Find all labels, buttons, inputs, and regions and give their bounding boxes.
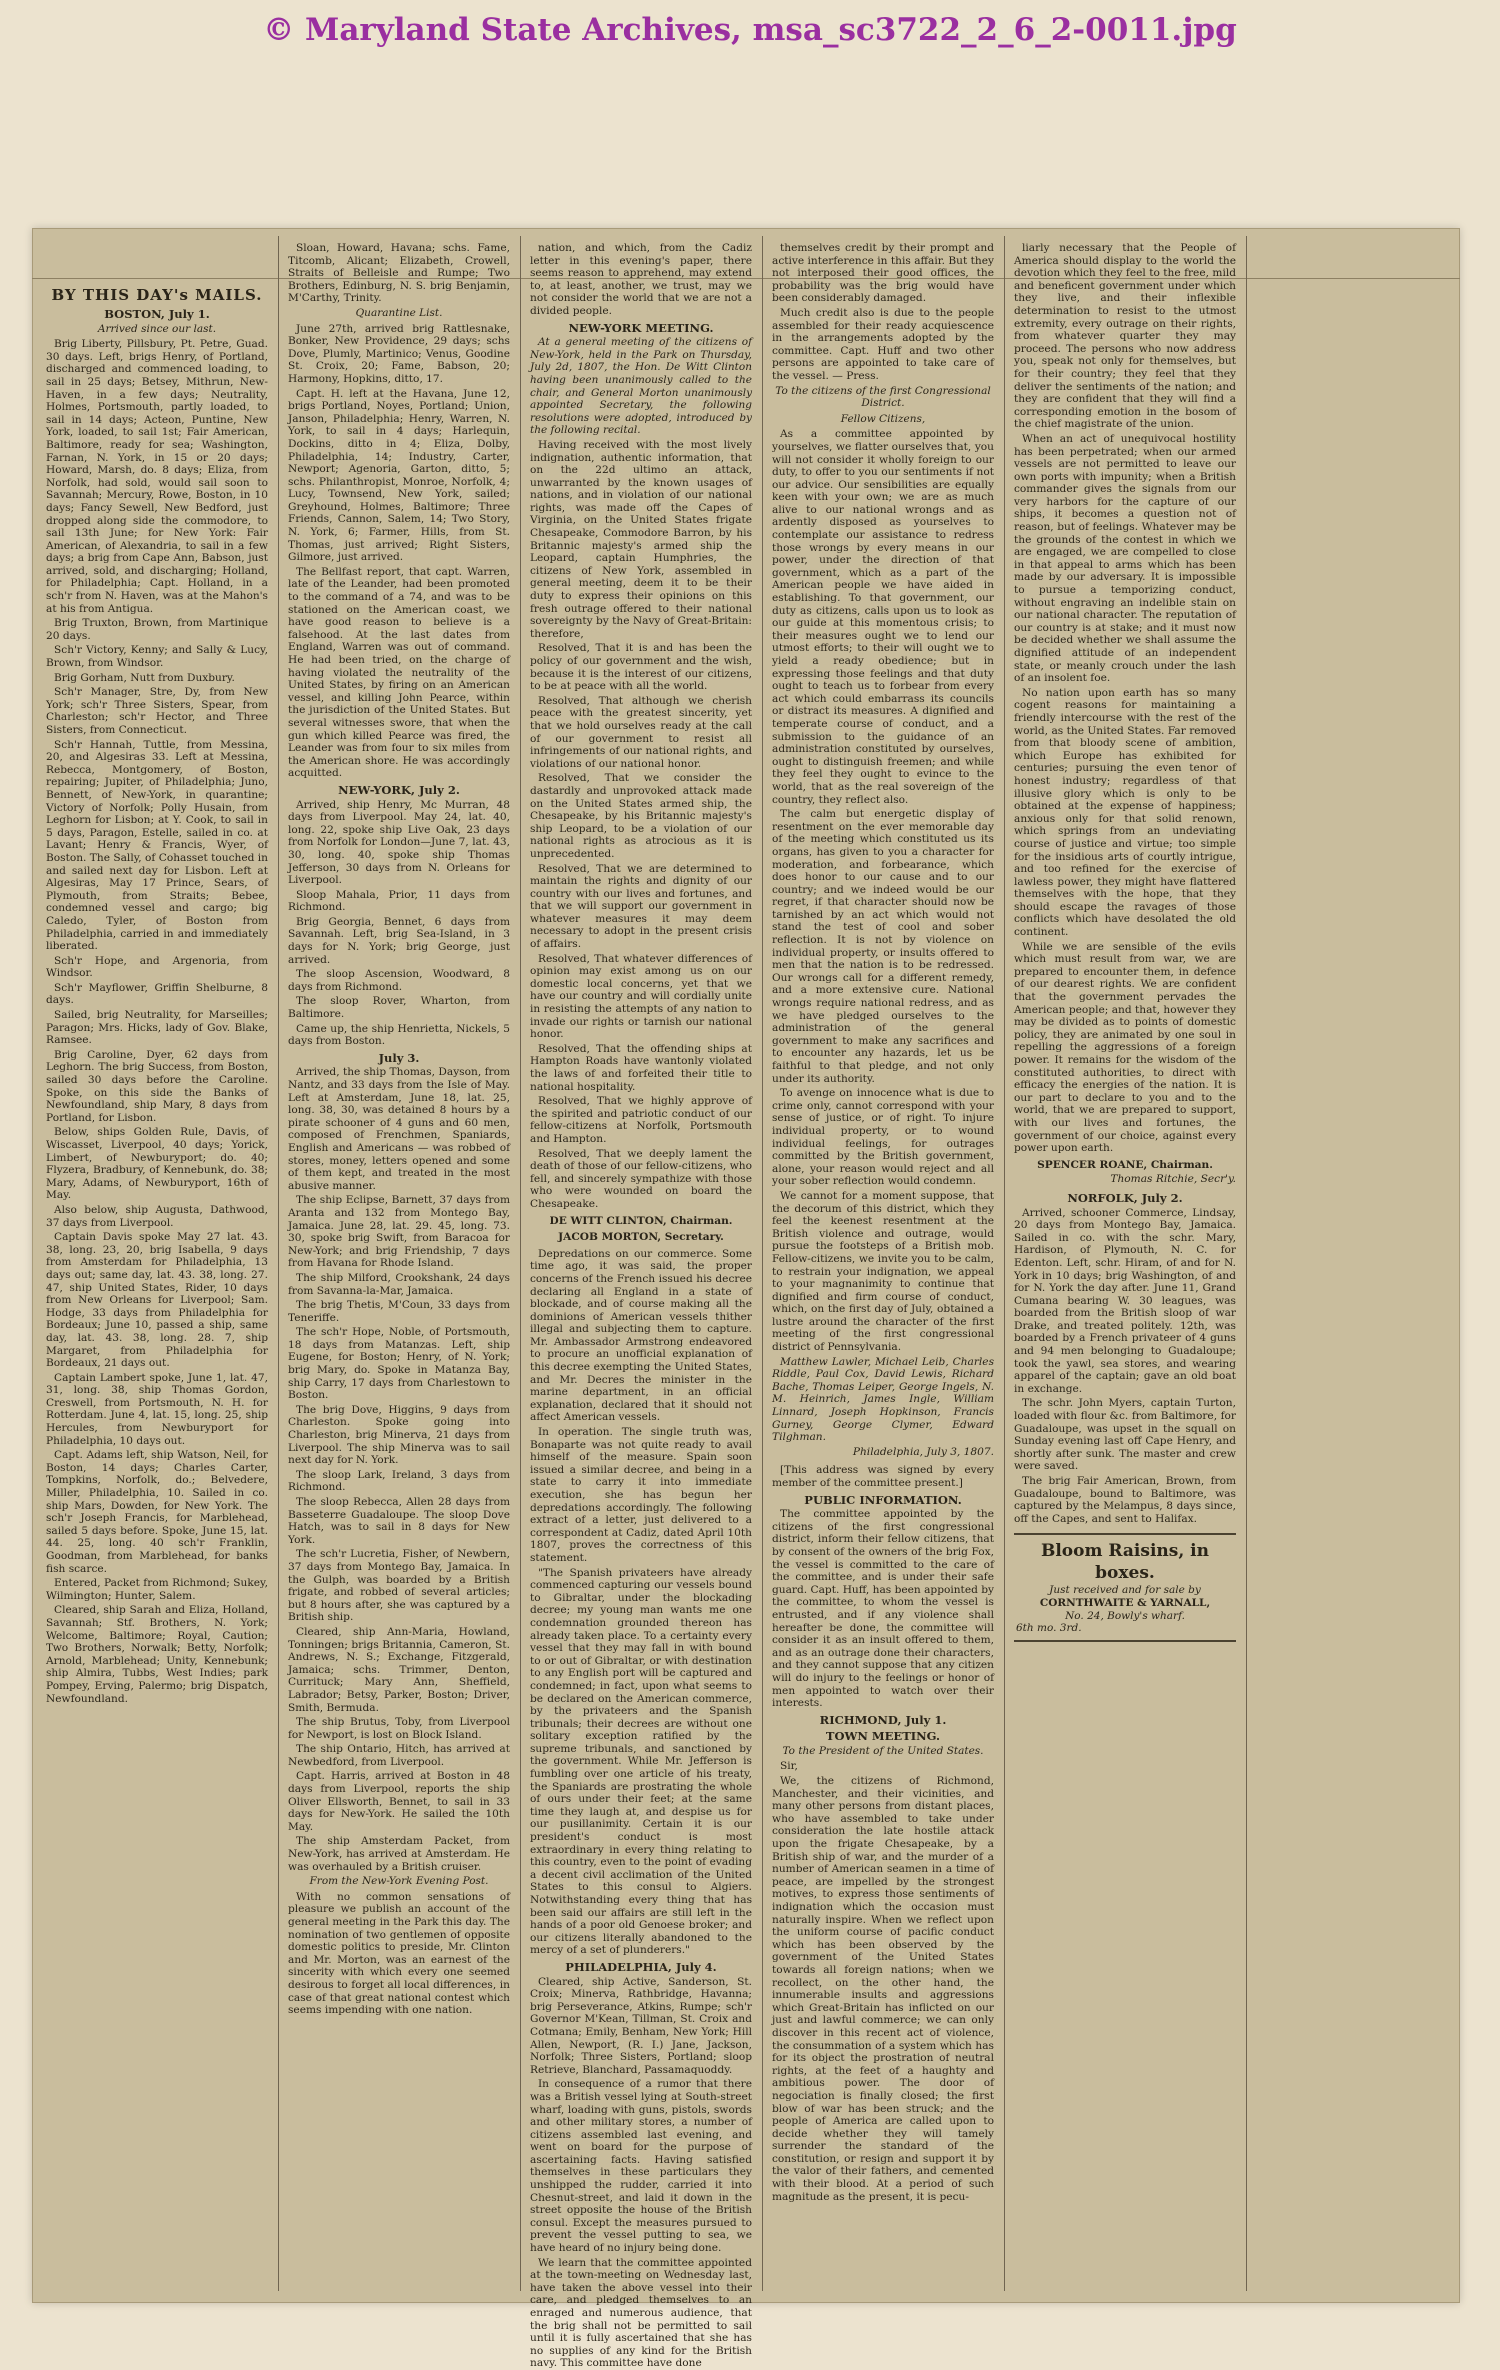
paragraph: Resolved, That we consider the dastardly and unprovoked attack made on the United States armed ship, the Chesapeake, by his Britannic majesty's ship Leopard, to be a violation of our national rights as atrocious as it is unprecedented. — [530, 772, 752, 860]
subhead-to-president: To the President of the United States. — [782, 1744, 984, 1757]
paragraph: The schr. John Myers, captain Turton, loaded with flour &c. from Baltimore, for Guadaloupe, was upset in the squall on Sunday evening last off Cape Henry, and shortly after sunk. The master and crew were saved. — [1014, 1397, 1236, 1473]
paragraph: The ship Ontario, Hitch, has arrived at Newbedford, from Liverpool. — [288, 1743, 510, 1768]
column-2 — [288, 242, 510, 2282]
paragraph: The sch'r Lucretia, Fisher, of Newbern, 37 days from Montego Bay, Jamaica. In the Gulph, was boarded by a British frigate, and robbed of several articles; but 8 hours after, she was captured by a British ship. — [288, 1548, 510, 1624]
column-4-body-c — [772, 1508, 994, 1710]
paragraph: Sch'r Victory, Kenny; and Sally & Lucy, Brown, from Windsor. — [46, 644, 268, 670]
dateline-july-3: July 3. — [378, 1050, 420, 1065]
subhead-arrived: Arrived since our last. — [97, 322, 217, 335]
signature-chairman: DE WITT CLINTON, Chairman. — [549, 1214, 733, 1227]
paragraph: The ship Brutus, Toby, from Liverpool for Newport, is lost on Block Island. — [288, 1716, 510, 1741]
dateline-norfolk: NORFOLK, July 2. — [1067, 1190, 1183, 1205]
paragraph: Entered, Packet from Richmond; Sukey, Wilmington; Hunter, Salem. — [46, 1577, 268, 1602]
column-5 — [1014, 242, 1236, 2282]
newspaper-page — [32, 228, 1460, 2370]
paragraph: themselves credit by their prompt and active interference in this affair. But they not interposed their good offices, the probability was the brig would have been considerably damaged. — [772, 242, 994, 305]
paragraph: Capt. Harris, arrived at Boston in 48 days from Liverpool, reports the ship Oliver Ellsworth, Bennet, to sail in 33 days for New-York. He sailed the 10th May. — [288, 1770, 510, 1833]
paragraph: The Bellfast report, that capt. Warren, late of the Leander, had been promoted to the command of a 74, and was to be stationed on the American coast, we have good reason to believe is a falsehood. At the last dates from England, Warren was out of command. He had been tried, on the charge of having violated the neutrality of the United States, by firing on an American vessel, and killing John Pearce, within the jurisdiction of the United States. But several witnesses swore, that when the gun which killed Pearce was fired, the Leander was from four to six miles from the American shore. He was accordingly acquitted. — [288, 565, 510, 780]
paragraph: The sch'r Hope, Noble, of Portsmouth, 18 days from Matanzas. Left, ship Eugene, for Boston; Henry, of N. York; brig Mary, do. Spoke in Matanza Bay, ship Carry, 17 days from Charlestown to Boston. — [288, 1326, 510, 1402]
paragraph: Sch'r Hope, and Argenoria, from Windsor. — [46, 954, 268, 980]
paragraph: The ship Eclipse, Barnett, 37 days from Aranta and 132 from Montego Bay, Jamaica. June 28, lat. 29. 45, long. 73. 30, spoke brig Swift, from Baracoa for New-York; and brig Friendship, 7 days from Havana for Rhode Island. — [288, 1194, 510, 1270]
signature-secretary: JACOB MORTON, Secretary. — [558, 1231, 724, 1244]
paragraph: Captain Davis spoke May 27 lat. 43. 38, long. 23, 20, brig Isabella, 9 days from Amsterdam for Philadelphia, 13 days out; same day, lat. 43. 38, long. 27. 47, ship United States, Rider, 10 days from New Orleans for Liverpool; Sam. Hodge, 33 days from Philadelphia for Bordeaux; June 10, passed a ship, same day, lat. 43. 38, long. 28. 7, ship Margaret, from Philadelphia for Bordeaux, 21 days out. — [46, 1231, 268, 1370]
paragraph: To avenge on innocence what is due to crime only, cannot correspond with your sense of justice, or of right. To injure individual property, or to wound individual feelings, for outrages committed by the British government, alone, your reason would reject and all your sober reflection would condemn. — [772, 1087, 994, 1188]
advertisement-raisins — [1014, 1533, 1236, 1641]
heading-new-york-meeting: NEW-YORK MEETING. — [568, 320, 714, 335]
paragraph: With no common sensations of pleasure we publish an account of the general meeting in the Park this day. The nomination of two gentlemen of opposite domestic politics to preside, Mr. Clinton and Mr. Morton, was an earnest of the sincerity with which every one seemed desirous to forget all local differences, in case of that great national contest which seems impending with one nation. — [288, 1890, 510, 2017]
paragraph: Cleared, ship Active, Sanderson, St. Croix; Minerva, Rathbridge, Havanna; brig Perseverance, Atkins, Rumpe; sch'r Governor M'Kean, Tillman, St. Croix and Cotmana; Emily, Benham, New York; Hill Allen, Newport, (R. I.) Jane, Jackson, Norfolk; Three Sisters, Portland; sloop Retrieve, Blanchard, Passamaquoddy. — [530, 1975, 752, 2076]
paragraph: Resolved, That it is and has been the policy of our government and the wish, because it is the interest of our citizens, to be at peace with all the world. — [530, 642, 752, 693]
column-rule — [278, 236, 279, 2291]
paragraph: As a committee appointed by yourselves, we flatter ourselves that, you will not consider it wholly foreign to our duty, to offer to you our sentiments if not our advice. Our sensibilities are equally keen with your own; we are as much alive to our national wrongs and as ardently disposed as yourselves to contemplate our assistance to redress those wrongs by every means in our power, under the direction of that government, which as a part of the American people we have aided in establishing. To that government, our duty as citizens, calls upon us to look as our guide at this momentous crisis; to their measures ought we to lend our utmost efforts; to their will ought we to yield a ready obedience; but in expressing those feelings and that duty ought to teach us to forbear from every act which could embarrass its councils or distract its measures. A dignified and temperate course of conduct, and a submission to the guidance of an administration constituted by ourselves, ought to distinguish freemen; and while they feel they ought to evince to the world, that as the real sovereign of the country, they reflect also. — [772, 428, 994, 806]
column-5-body-b — [1014, 1207, 1236, 1526]
paragraph: liarly necessary that the People of America should display to the world the devotion which they feel to the free, mild and beneficent government under which they live, and their inflexible determination to resist to the utmost extremity, every outrage on their rights, from whatever quarter they may proceed. The persons who now address you, speak not only for themselves, but for their country; they feel that they deliver the sentiments of the nation; and they are confident that they will find a corresponding emotion in the bosom of the chief magistrate of the union. — [1014, 242, 1236, 431]
paragraph: The ship Amsterdam Packet, from New-York, has arrived at Amsterdam. He was overhauled by a British cruiser. — [288, 1835, 510, 1873]
section-heading-mails: BY THIS DAY's MAILS. — [51, 286, 263, 304]
column-3-body-a — [530, 242, 752, 318]
paragraph: Much credit also is due to the people assembled for their ready acquiescence in the arrangements adopted by the committee. Capt. Huff and two other persons are appointed to take care of the vessel. — Press. — [772, 306, 994, 382]
paragraph: The brig Dove, Higgins, 9 days from Charleston. Spoke going into Charleston, brig Minerva, 21 days from Liverpool. The ship Minerva was to sail next day for N. York. — [288, 1403, 510, 1467]
paragraph: The ship Milford, Crookshank, 24 days from Savanna-la-Mar, Jamaica. — [288, 1271, 510, 1297]
column-4 — [772, 242, 994, 2282]
paragraph: Sailed, brig Neutrality, for Marseilles; Paragon; Mrs. Hicks, lady of Gov. Blake, Ramsee. — [46, 1009, 268, 1047]
paragraph: While we are sensible of the evils which must result from war, we are prepared to encounter them, in defence of our dearest rights. We are confident that the government pervades the American people; and that, however they may be divided as to points of domestic policy, they are animated by one soul in repelling the aggressions of a foreign power. It remains for the wisdom of the constituted authorities, to direct with efficacy the energies of the nation. It is our part to declare to you and to the world, that we are prepared to support, with our lives and fortunes, the government of our choice, against every power upon earth. — [1014, 940, 1236, 1155]
dateline-new-york: NEW-YORK, July 2. — [338, 782, 460, 797]
paragraph: The brig Fair American, Brown, from Guadaloupe, bound to Baltimore, was captured by the Melampus, 8 days since, off the Capes, and sent to Halifax. — [1014, 1475, 1236, 1525]
column-2-body-d — [288, 1066, 510, 1873]
paragraph: Also below, ship Augusta, Dathwood, 37 days from Liverpool. — [46, 1203, 268, 1229]
column-1 — [46, 242, 268, 2282]
subhead-quarantine: Quarantine List. — [355, 306, 443, 319]
column-3 — [530, 242, 752, 2370]
paragraph: Depredations on our commerce. Some time ago, it was said, the proper concerns of the French issued his decree declaring all England in a state of blockade, and of course making all the dominions of American vessels thither illegal and subjecting them to capture. Mr. Ambassador Armstrong endeavored to procure an unofficial explanation of this decree exempting the United States, and Mr. Decres the minister in the marine department, in an official explanation, declared that it should not affect American vessels. — [530, 1247, 752, 1424]
column-rule — [762, 236, 763, 2291]
paragraph: In operation. The single truth was, Bonaparte was not quite ready to avail himself of the measure. Spain soon issued a similar decree, and being in a state to carry it into immediate execution, she has begun her depredations accordingly. The following extract of a letter, just delivered to a correspondent at Cadiz, dated April 10th 1807, proves the correctness of this statement. — [530, 1426, 752, 1564]
column-2-body-a — [288, 242, 510, 305]
paragraph: Below, ships Golden Rule, Davis, of Wiscasset, Liverpool, 40 days; Yorick, Limbert, of Newburyport; do. 40; Flyzera, Bradbury, of Kennebunk, do. 38; Mary, Adams, of Newburyport, 16th of May. — [46, 1126, 268, 1202]
paragraph: The sloop Ascension, Woodward, 8 days from Richmond. — [288, 968, 510, 993]
archive-watermark: © Maryland State Archives, msa_sc3722_2_6_2-0011.jpg — [263, 12, 1237, 48]
subhead-to-citizens: To the citizens of the first Congressional District. — [775, 384, 991, 410]
column-3-body-d — [530, 1976, 752, 2370]
paragraph: The committee appointed by the citizens of the first congressional district, inform their fellow citizens, that by consent of the owners of the brig Fox, the vessel is committed to the care of the committee, and is under their safe guard. Capt. Huff, has been appointed by the committee, to whom the vessel is entrusted, and if any violence shall hereafter be done, the committee will consider it as an insult offered to them, and as an outrage done their characters, and they cannot suppose that any citizen will do injury to the feelings or honor of men appointed to watch over their interests. — [772, 1508, 995, 1710]
paragraph: "The Spanish privateers have already commenced capturing our vessels bound to Gibraltar, under the blockading decree; my young man wants me one condemnation grounded thereon has already taken place. To a certainty every vessel that they may fall in with bound to or out of Gibraltar, or with destination to any English port will be captured and condemned; in fact, upon what seems to be declared on the American commerce, by the privateers and the Spanish tribunals; their decrees are without one solitary exception ratified by the supreme tribunals, and sanctioned by the government. While Mr. Jefferson is fumbling over one article of his treaty, the Spaniards are prostrating the whole of ours under their feet; at the same time they laugh at, and despise us for our pusillanimity. Certain it is our president's conduct is most extraordinary in every thing relating to this country, even to the point of evading a decent civil acclimation of the United States to this consul to Algiers. Notwithstanding every thing that has been said our affairs are still left in the hands of a poor old Genoese broker; and our citizens literally abandoned to the mercy of a set of plunderers." — [530, 1566, 752, 1957]
column-rule — [1004, 236, 1005, 2291]
paragraph: In consequence of a rumor that there was a British vessel lying at South-street wharf, loading with guns, pistols, swords and other military stores, a number of citizens assembled last evening, and went on board for the purpose of ascertaining facts. Having satisfied themselves in these particulars they unshipped the rudder, carried it into Chesnut-street, and laid it down in the street opposite the house of the British consul. Except the measures pursued to prevent the vessel putting to sea, we have heard of no injury being done. — [530, 2078, 752, 2255]
paragraph: Resolved, That the offending ships at Hampton Roads have wantonly violated the laws of and forfeited their title to national hospitality. — [530, 1042, 752, 1093]
ad-line-1: Just received and for sale by — [1049, 1584, 1201, 1597]
column-2-body-c — [288, 799, 510, 1048]
paragraph: Sir, — [780, 1760, 798, 1773]
paragraph: No nation upon earth has so many cogent reasons for maintaining a friendly intercourse with the rest of the world, as the United States. Far removed from that bloody scene of ambition, which Europe has exhibited for centuries; pursuing the even tenor of honest industry; regardless of that illusive glory which is only to be obtained at the expense of happiness; anxious only for that solid renown, which springs from an undeviating course of justice and virtue; too simple for the insidious arts of courtly intrigue, and too refined for the exercise of lawless power, they might have flattered themselves with the hope, that they should escape the ravages of those conflicts which have desolated the old continent. — [1014, 686, 1236, 939]
paragraph: Brig Gorham, Nutt from Duxbury. — [54, 671, 235, 684]
paragraph: Having received with the most lively indignation, authentic information, that on the 22d ultimo an attack, unwarranted by the known usages of nations, and in violation of our national rights, was made off the Capes of Virginia, on the United States frigate Chesapeake, Commodore Barron, by his Britannic majesty's armed ship the Leopard, captain Humphries, the citizens of New York, assembled in general meeting, deem it to be their duty to express their opinions on this fresh outrage offered to their national sovereignty by the Navy of Great-Britain: therefore, — [530, 438, 752, 640]
paragraph: Brig Caroline, Dyer, 62 days from Leghorn. The brig Success, from Boston, sailed 30 days before the Caroline. Spoke, on this side the Banks of Newfoundland, ship Mary, 8 days from Portland, for Lisbon. — [46, 1048, 268, 1124]
column-4-body-d — [772, 1760, 994, 2203]
signature-secretary-ritchie: Thomas Ritchie, Secr'y. — [1110, 1173, 1236, 1186]
column-rule — [1246, 236, 1247, 2291]
paragraph: Resolved, That we are determined to maintain the rights and dignity of our country with our lives and fortunes, and that we will support our government in whatever measures it may deem necessary to adopt in the present crisis of affairs. — [530, 862, 752, 951]
paragraph: The sloop Rover, Wharton, from Baltimore. — [288, 995, 510, 1021]
paragraph: Sch'r Mayflower, Griffin Shelburne, 8 days. — [46, 981, 268, 1007]
paragraph: Capt. Adams left, ship Watson, Neil, for Boston, 14 days; Charles Carter, Tompkins, Norfolk, do.; Belvedere, Miller, Philadelphia, 10. Sailed in co. ship Mars, Dowden, for New York. The sch'r Joseph Francis, for Marblehead, sailed 5 days before. Spoke, June 15, lat. 44. 25, long. 40 sch'r Franklin, Goodman, from Marblehead, for banks fish scarce. — [46, 1449, 268, 1575]
paragraph: nation, and which, from the Cadiz letter in this evening's paper, there seems reason to apprehend, may extend to, at least, another, we trust, may we not consider the world that we are not a divided people. — [530, 242, 752, 317]
ad-title: Bloom Raisins, in boxes. — [1040, 1541, 1210, 1584]
column-4-body-b — [772, 428, 994, 1353]
paragraph: The sloop Rebecca, Allen 28 days from Basseterre Guadaloupe. The sloop Dove Hatch, was to sail in 8 days for New York. — [288, 1496, 510, 1546]
column-5-body-a — [1014, 242, 1236, 1155]
paragraph: Sloan, Howard, Havana; schs. Fame, Titcomb, Alicant; Elizabeth, Crowell, Straits of Belleisle and Rumpe; Two Brothers, Edinburg, N. S. brig Benjamin, M'Carthy, Trinity. — [288, 242, 510, 305]
paragraph: Arrived, ship Henry, Mc Murran, 48 days from Liverpool. May 24, lat. 40, long. 22, spoke ship Live Oak, 23 days from Norfolk for London—June 7, lat. 43, 30, long. 40, spoke ship Thomas Jefferson, 30 days from N. Orleans for Liverpool. — [288, 798, 510, 887]
column-2-body-b — [288, 323, 510, 780]
paragraph: Cleared, ship Sarah and Eliza, Holland, Savannah; Stf. Brothers, N. York; Welcome, Baltimore; Royal, Caution; Two Brothers, Norwalk; Betty, Norfolk; Arnold, Marblehead; Unity, Kennebunk; ship Almira, Tubbs, West Indies; park Pompey, Erving, Palermo; brig Dispatch, Newfoundland. — [46, 1604, 268, 1705]
paragraph: Brig Georgia, Bennet, 6 days from Savannah. Left, brig Sea-Island, in 3 days for N. York; brig George, just arrived. — [288, 915, 510, 966]
paragraph: June 27th, arrived brig Rattlesnake, Bonker, New Providence, 29 days; schs Dove, Plumly, Martinico; Venus, Goodine St. Croix, 20; Fame, Babson, 20; Harmony, Hopkins, ditto, 17. — [288, 322, 510, 385]
paragraph: Sloop Mahala, Prior, 11 days from Richmond. — [288, 888, 510, 914]
column-2-body-e — [288, 1891, 510, 2017]
paragraph: Arrived, schooner Commerce, Lindsay, 20 days from Montego Bay, Jamaica. Sailed in co. with the schr. Mary, Hardison, of Plymouth, N. C. for Edenton. Left, schr. Hiram, of and for N. York in 10 days; brig Washington, of and for N. York the day after. June 11, Grand Cumana bearing W. 30 leagues, was boarded from the British sloop of war Drake, and treated politely. 12th, was boarded by a French privateer of 4 guns and 94 men belonging to Guadaloupe; took the yawl, sea stores, and wearing apparel of the captain; gave an old boat in exchange. — [1014, 1206, 1236, 1395]
paragraph: Came up, the ship Henrietta, Nickels, 5 days from Boston. — [288, 1022, 510, 1048]
heading-town-meeting: TOWN MEETING. — [825, 1729, 941, 1744]
paragraph: Brig Liberty, Pillsbury, Pt. Petre, Guad. 30 days. Left, brigs Henry, of Portland, discharged and commenced loading, to sail in 25 days; Betsey, Mithrun, New-Haven, in a few days; Neutrality, Holmes, Portsmouth, partly loaded, to sail in 14 days; Acteon, Puntine, New York, loaded, to sail 1st; Fair American, Baltimore, ready for sea; Washington, Farnan, N. York, in 15 or 20 days; Howard, Marsh, do. 8 days; Eliza, from Norfolk, had sold, would sail soon to Savannah; Mercury, Rowe, Boston, in 10 days; Fancy Sewell, New Bedford, just dropped along side the commodore, to sail 13th June; for New York: Fair American, of Alexandria, to sail in a few days; a brig from Cape Ann, Babson, just arrived, sold, and discharging; Holland, for Philadelphia; Capt. Holland, in a sch'r from N. Haven, was at the Mahon's at his from Antigua. — [46, 338, 268, 615]
paragraph: The sloop Lark, Ireland, 3 days from Richmond. — [288, 1468, 510, 1494]
committee-note: [This address was signed by every member of the committee present.] — [772, 1464, 994, 1489]
column-3-body-b — [530, 439, 752, 1211]
committee-signatures: Matthew Lawler, Michael Leib, Charles Riddle, Paul Cox, David Lewis, Richard Bache, Thomas Leiper, George Ingels, N. M. Heinrich, James Ingle, William Linnard, Joseph Hopkinson, Francis Gurney, George Clymer, Edward Tilghman. — [772, 1355, 994, 1444]
ad-line-3: No. 24, Bowly's wharf. — [1065, 1609, 1185, 1622]
dateline-signed: Philadelphia, July 3, 1807. — [852, 1445, 994, 1458]
paragraph: Resolved, That we highly approve of the spirited and patriotic conduct of our fellow-citizens at Norfolk, Portsmouth and Hampton. — [530, 1095, 752, 1145]
column-rule — [520, 236, 521, 2291]
paragraph: We learn that the committee appointed at the town-meeting on Wednesday last, have taken the above vessel into their care, and pledged themselves to an enraged and numerous audience, that the brig shall not be permitted to sail until it is fully ascertained that she has no supplies of any kind for the British navy. This committee have done — [530, 2256, 752, 2370]
paragraph: Cleared, ship Ann-Maria, Howland, Tonningen; brigs Britannia, Cameron, St. Andrews, N. S.; Exchange, Fitzgerald, Jamaica; schs. Trimmer, Denton, Currituck; Mary Ann, Sheffield, Labrador; Betsy, Parker, Boston; Driver, Smith, Bermuda. — [288, 1625, 510, 1714]
paragraph: We, the citizens of Richmond, Manchester, and their vicinities, and many other persons from distant places, who have assembled to take under consideration the late hostile attack upon the frigate Chesapeake, by a British ship of war, and the murder of a number of American seamen in a time of peace, are impelled by the strongest motives, to express those sentiments of indignation which the occasion must naturally inspire. When we reflect upon the uniform course of pacific conduct which has been observed by the government of the United States towards all foreign nations; when we recollect, on the other hand, the innumerable insults and aggressions which Great-Britain has inflicted on our just and lawful commerce; we can only discover in this recent act of violence, the consummation of a system which has for its object the prostration of neutral rights, at the feet of a haughty and ambitious power. The door of negociation is finally closed; the first blow of war has been struck; and the people of America are called upon to decide whether they will tamely surrender the standard of the constitution, or resign and support it by the valor of their fathers, and cemented with their blood. At a period of such magnitude as the present, it is pecu- — [772, 1775, 994, 2203]
paragraph: When an act of unequivocal hostility has been perpetrated; when our armed vessels are not permitted to leave our own ports with impunity; when a British commander gives the signals from our very harbors for the capture of our ships, it becomes a question not of reason, but of feelings. Whatever may be the grounds of the contest in which we are engaged, we are compelled to close in that appeal to arms which has been made by our adversary. It is impossible to pursue a temporizing conduct, without engraving an indelible stain on our national character. The reputation of our country is at stake; and it must now be decided whether we shall assume the dignified attitude of an independent state, or meanly crouch under the lash of an insolent foe. — [1014, 432, 1236, 685]
paragraph: Captain Lambert spoke, June 1, lat. 47, 31, long. 38, ship Thomas Gordon, Creswell, from Portsmouth, N. H. for Rotterdam. June 4, lat. 15, long. 25, ship Hercules, from Newburyport for Philadelphia, 10 days out. — [46, 1371, 268, 1447]
paragraph: Resolved, That whatever differences of opinion may exist among us on our domestic local concerns, yet that we have our country and will cordially unite in resisting the attempts of any nation to invade our rights or tarnish our national honor. — [530, 952, 752, 1041]
paragraph: Sch'r Manager, Stre, Dy, from New York; sch'r Three Sisters, Spear, from Charleston; sch'r Hector, and Three Sisters, from Connecticut. — [46, 686, 268, 736]
dateline-philadelphia: PHILADELPHIA, July 4. — [565, 1959, 717, 1974]
paragraph: Resolved, That we deeply lament the death of those of our fellow-citizens, who fell, and sincerely sympathize with those who were wounded on board the Chesapeake. — [530, 1147, 752, 1210]
column-3-body-c — [530, 1248, 752, 1957]
column-1-body — [46, 338, 268, 1705]
paragraph: Sch'r Hannah, Tuttle, from Messina, 20, and Algesiras 33. Left at Messina, Rebecca, Montgomery, of Boston, repairing; Jupiter, of Philadelphia; Juno, Bennett, of New-York, in quarantine; Victory of Norfolk; Polly Husain, from Leghorn for Lisbon; at Y. Cook, to sail in 5 days, Paragon, Estelle, sailed in co. at Lavant; Henry & Francis, Wyer, of Boston. The Sally, of Cohasset touched in and sailed next day for Lisbon. Left at Algesiras, May 17 Prince, Sears, of Plymouth, from Straits; Bebee, condemned vessel and cargo; big Caledo, Tyler, of Boston from Philadelphia, carried in and immediately liberated. — [46, 738, 268, 953]
ad-line-4: 6th mo. 3rd. — [1016, 1622, 1082, 1635]
signature-spencer-roane: SPENCER ROANE, Chairman. — [1037, 1158, 1213, 1171]
paragraph: Resolved, That although we cherish peace with the greatest sincerity, yet that we hold ourselves ready at the call of our government to resist all infringements of our national rights, and violations of our national honor. — [530, 694, 752, 770]
paragraph: The calm but energetic display of resentment on the ever memorable day of the meeting which constituted us its organs, has given to you a character for moderation, and forbearance, which does honor to our cause and to our country; and we indeed would be our regret, if that character should now be tarnished by an act which would not stand the test of cool and sober reflection. It is not by violence on individual property, or insults offered to men that the nation is to be redressed. Our wrongs call for a different remedy, and a more extensive cure. National wrongs require national redress, and as we have pledged ourselves to the administration of the general government to make any sacrifices and to encounter any hazards, let us be faithful to that pledge, and not only under its authority. — [772, 808, 994, 1085]
salutation: Fellow Citizens, — [840, 412, 926, 425]
paragraph: Arrived, the ship Thomas, Dayson, from Nantz, and 33 days from the Isle of May. Left at Amsterdam, June 18, lat. 25, long. 38, 30, was detained 8 hours by a pirate schooner of 4 guns and 60 men, composed of Frenchmen, Spaniards, English and Americans — was robbed of stores, money, letters opened and some of them kept, and treated in the most abusive manner. — [288, 1066, 510, 1192]
meeting-intro: At a general meeting of the citizens of New-York, held in the Park on Thursday, July 2d, 1807, the Hon. De Witt Clinton having been unanimously called to the chair, and General Morton unanimously appointed Secretary, the following resolutions were adopted, introduced by the following recital. — [530, 336, 752, 437]
dateline-boston: BOSTON, July 1. — [104, 307, 210, 321]
ad-line-2: CORNTHWAITE & YARNALL, — [1039, 1596, 1211, 1609]
heading-public-information: PUBLIC INFORMATION. — [804, 1492, 962, 1507]
paragraph: Brig Truxton, Brown, from Martinique 20 days. — [46, 617, 268, 642]
paragraph: Capt. H. left at the Havana, June 12, brigs Portland, Noyes, Portland; Union, Janson, Philadelphia; Henry, Warren, N. York, to sail in 4 days; Harlequin, Dockins, ditto in 4; Eliza, Dolby, Philadelphia, 14; Industry, Carter, Newport; Agenoria, Garton, ditto, 5; schs. Philanthropist, Monroe, Norfolk, 4; Lucy, Townsend, New York, sailed; Greyhound, Holmes, Baltimore; Three Friends, Cannon, Salem, 14; Two Story, N. York, 6; Farmer, Hills, from St. Thomas, just arrived; Right Sisters, Gilmore, just arrived. — [288, 387, 510, 564]
paragraph: The brig Thetis, M'Coun, 33 days from Teneriffe. — [288, 1299, 510, 1324]
paragraph: We cannot for a moment suppose, that the decorum of this district, which they feel the keenest resentment at the British violence and outrage, would pursue the footsteps of a British mob. Fellow-citizens, we invite you to be calm, to restrain your indignation, we appeal to your magnanimity to continue that dignified and firm course of conduct, which, on the first day of July, obtained a lustre around the character of the first meeting of the first congressional district of Pennsylvania. — [772, 1189, 994, 1354]
dateline-richmond: RICHMOND, July 1. — [819, 1712, 947, 1727]
subhead-evening-post: From the New-York Evening Post. — [309, 1875, 489, 1888]
column-4-body-a — [772, 242, 994, 383]
